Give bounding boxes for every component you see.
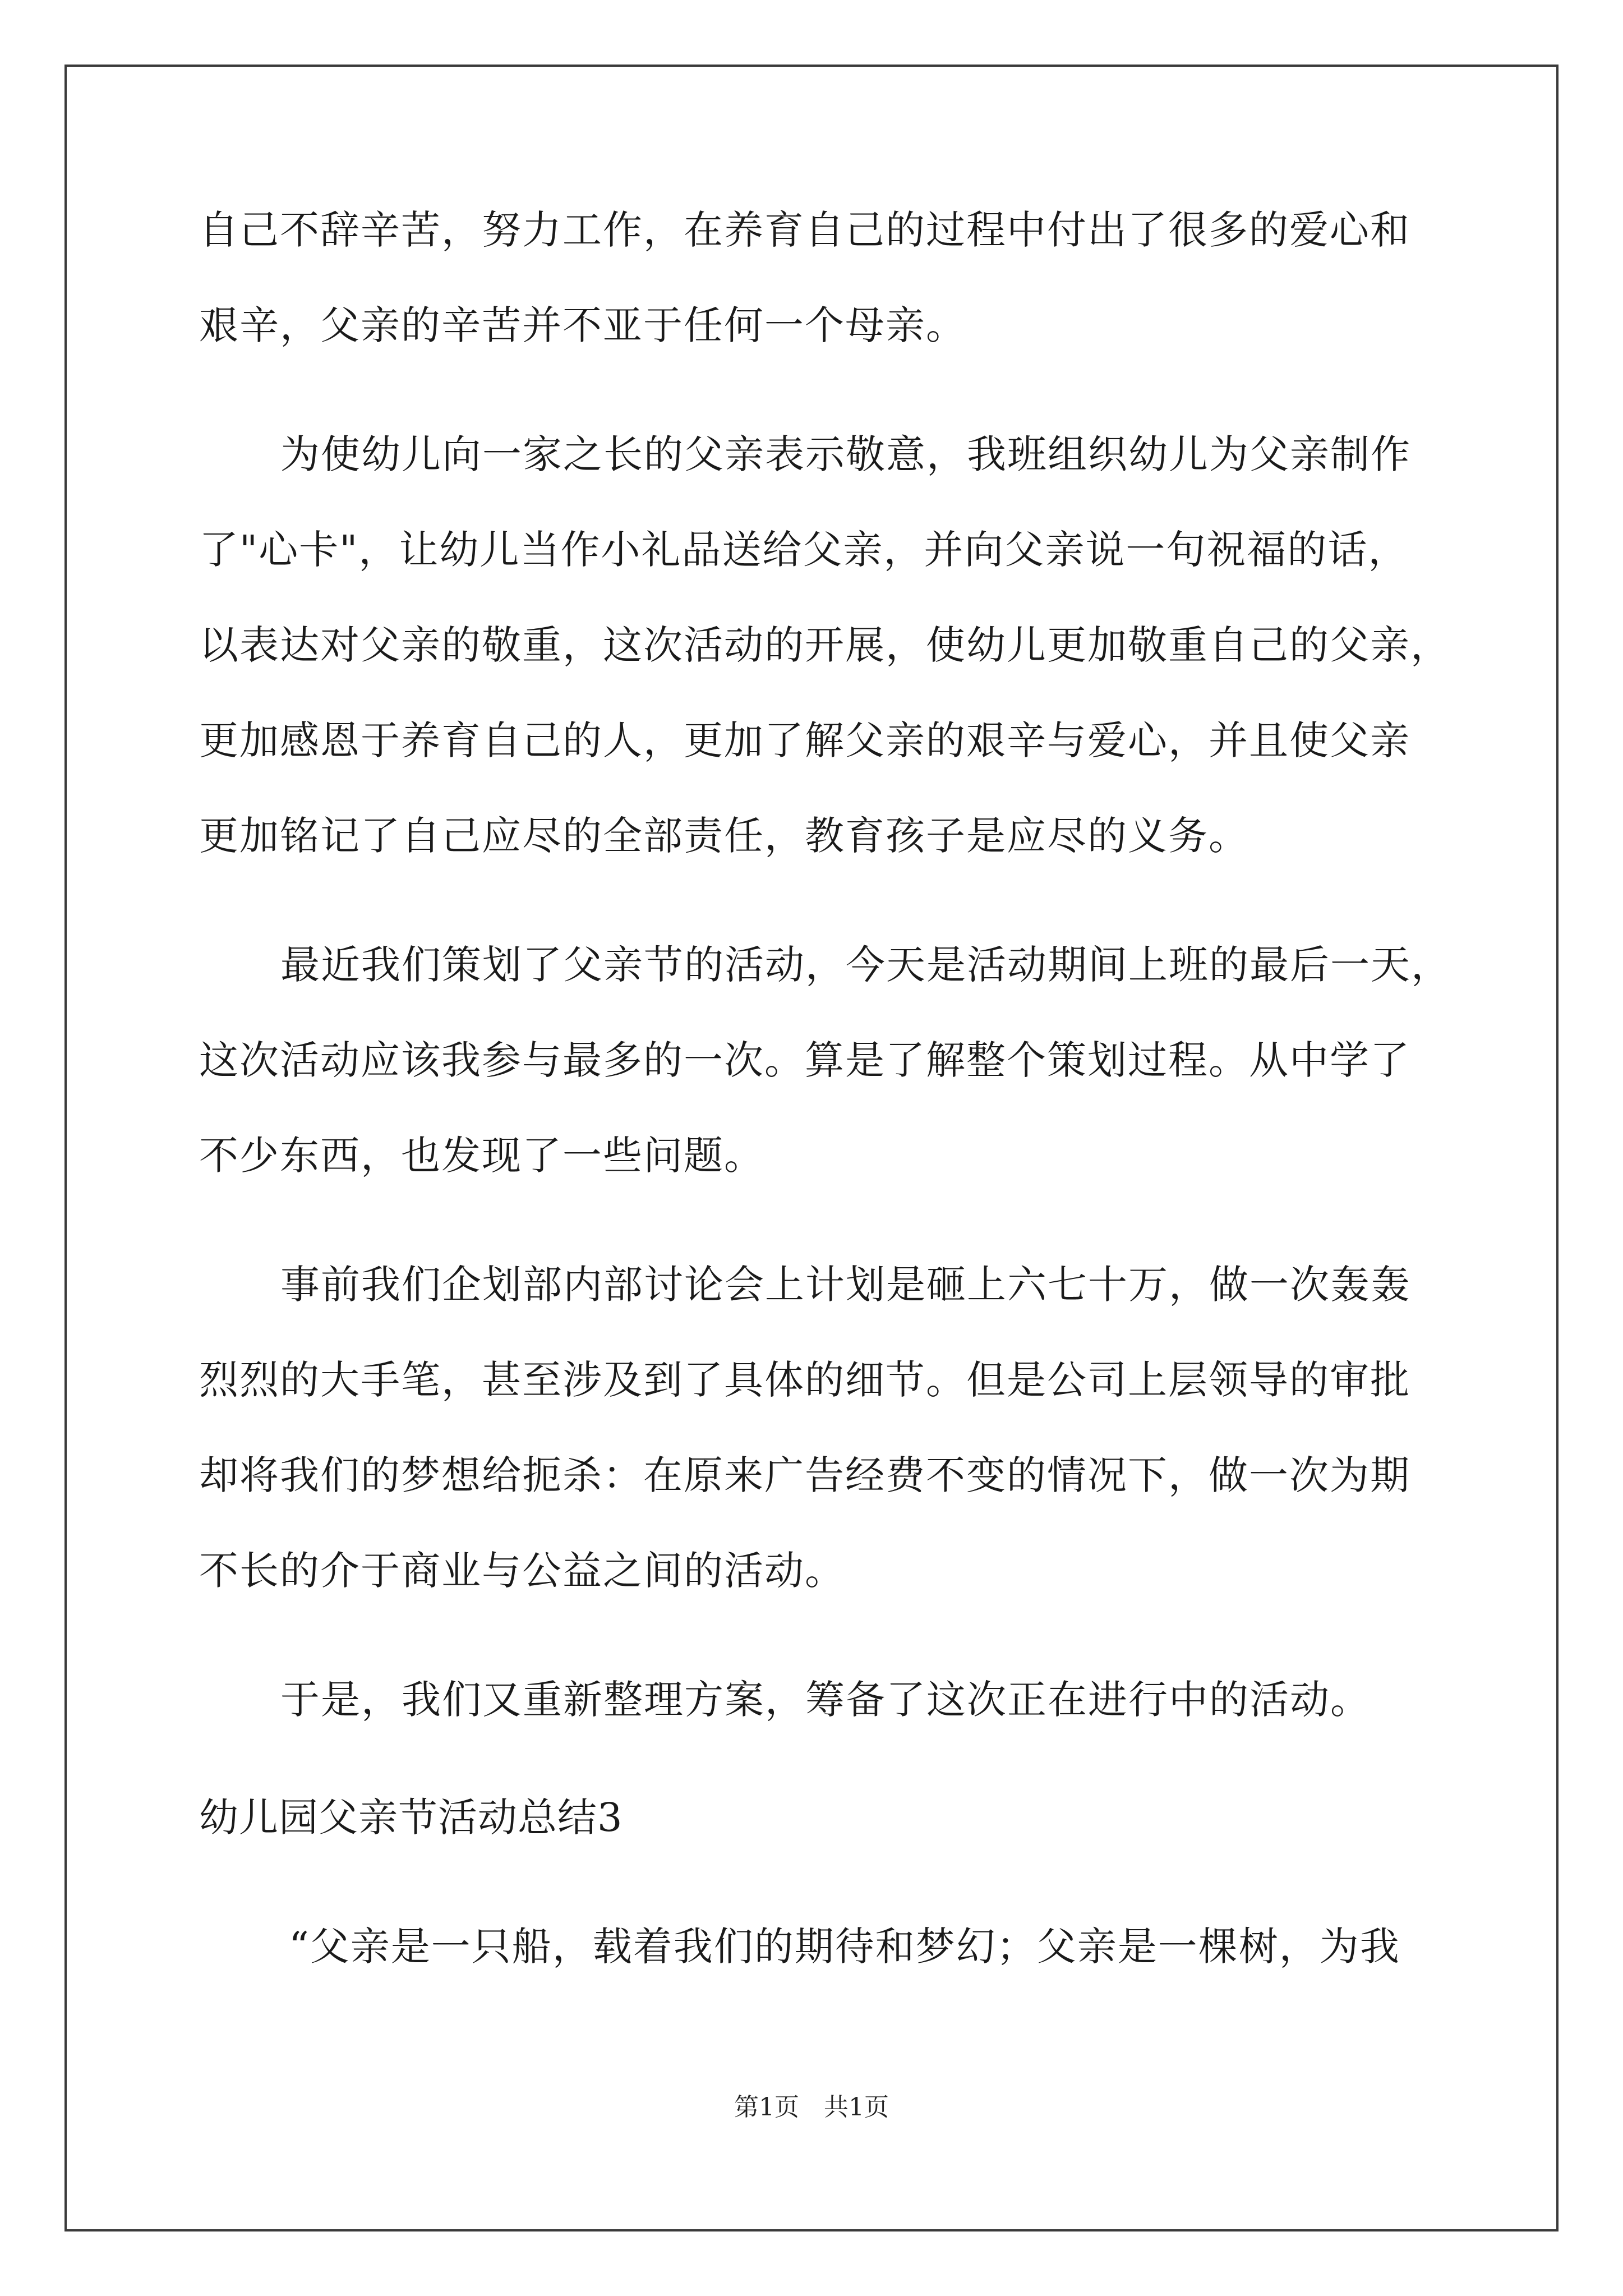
paragraph-line: 以表达对父亲的敬重，这次活动的开展，使幼儿更加敬重自己的父亲，: [199, 622, 1451, 668]
paragraph-line: 事前我们企划部内部讨论会上计划是砸上六七十万，做一次轰轰: [280, 1262, 1411, 1308]
paragraph-line: 不少东西，也发现了一些问题。: [199, 1133, 764, 1179]
paragraph-line: 最近我们策划了父亲节的活动，今天是活动期间上班的最后一天，: [280, 942, 1451, 988]
paragraph-line: 烈烈的大手笔，甚至涉及到了具体的细节。但是公司上层领导的审批: [199, 1357, 1410, 1403]
paragraph-line: 了"心卡"，让幼儿当作小礼品送给父亲，并向父亲说一句祝福的话，: [199, 527, 1409, 573]
paragraph-line: 不长的介于商业与公益之间的活动。: [199, 1548, 845, 1594]
paragraph-line: 为使幼儿向一家之长的父亲表示敬意，我班组织幼儿为父亲制作: [280, 431, 1411, 477]
paragraph-line: 艰辛，父亲的辛苦并不亚于任何一个母亲。: [199, 302, 966, 348]
paragraph-line: “父亲是一只船，载着我们的期待和梦幻；父亲是一棵树，为我: [289, 1924, 1400, 1970]
paragraph-line: 更加感恩于养育自己的人，更加了解父亲的艰辛与爱心，并且使父亲: [199, 717, 1410, 763]
paragraph-line: 却将我们的梦想给扼杀：在原来广告经费不变的情况下，做一次为期: [199, 1452, 1410, 1498]
page-footer: 第1页 共1页: [734, 2093, 889, 2122]
paragraph-line: 这次活动应该我参与最多的一次。算是了解整个策划过程。从中学了: [199, 1037, 1410, 1083]
paragraph-line: 自己不辞辛苦，努力工作，在养育自己的过程中付出了很多的爱心和: [199, 207, 1410, 253]
paragraph-line: 更加铭记了自己应尽的全部责任，教育孩子是应尽的义务。: [199, 813, 1249, 859]
section-heading: 幼儿园父亲节活动总结3: [199, 1795, 623, 1841]
paragraph-line: 于是，我们又重新整理方案，筹备了这次正在进行中的活动。: [280, 1677, 1371, 1723]
